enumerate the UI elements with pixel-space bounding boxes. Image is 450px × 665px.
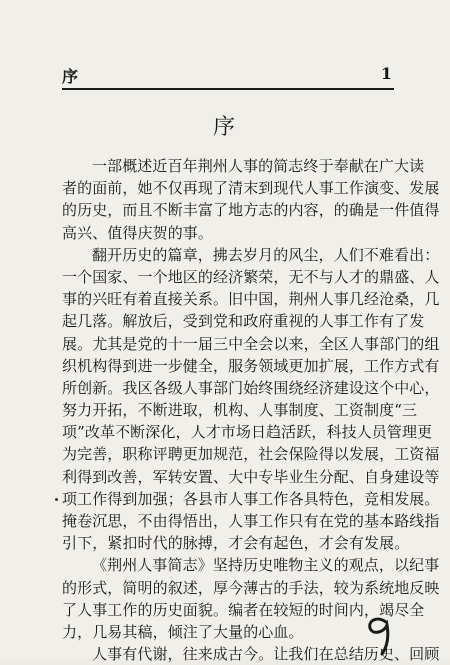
text-line: 掩卷沉思，不由得悟出，人事工作只有在党的基本路线指 <box>62 512 440 530</box>
text-line: 人事有代谢，往来成古今。让我们在总结历史、回顾 <box>92 645 440 664</box>
text-line: 高兴、值得庆贺的事。 <box>62 223 214 242</box>
text-line: 项”改革不断深化，人才市场日趋活跃，科技人员管理更 <box>62 423 433 442</box>
header-rule <box>62 88 394 90</box>
header-section-title: 序 <box>62 67 79 86</box>
running-header <box>62 64 392 84</box>
text-line: 《荆州人事简志》坚持历史唯物主义的观点，以纪事 <box>92 556 440 575</box>
text-line: 一部概述近百年荆州人事的简志终于奉献在广大读 <box>92 157 425 175</box>
text-line: 为完善，职称评聘更加规范，社会保险得以发展，工资福 <box>62 445 440 464</box>
handwritten-mark-icon <box>360 612 398 656</box>
text-line: 所创新。我区各级人事部门始终围绕经济建设这个中心， <box>62 378 440 397</box>
text-line: 努力开拓，不断进取，机构、人事制度、工资制度“三 <box>62 401 418 420</box>
text-line: 的历史，而且不断丰富了地方志的内容，的确是一件值得 <box>62 201 440 220</box>
page-title: 序 <box>212 115 237 140</box>
text-line: 利得到改善，军转安置、大中专毕业生分配、自身建设等 <box>62 467 440 486</box>
text-line: 起几落。解放后，受到党和政府重视的人事工作有了发 <box>62 312 425 331</box>
preface-body <box>62 155 440 665</box>
text-line: 引下，紧扣时代的脉搏，才会有起色，才会有发展。 <box>62 534 410 553</box>
ink-speck <box>55 498 58 501</box>
text-line: 事的兴旺有着直接关系。旧中国，荆州人事几经沧桑，几 <box>62 290 440 309</box>
page-number: 1 <box>380 64 392 83</box>
text-line: 一个国家、一个地区的经济繁荣，无不与人才的鼎盛、人 <box>62 267 440 286</box>
text-line: 者的面前，她不仅再现了清末到现代人事工作演变、发展 <box>62 179 440 198</box>
text-line: 项工作得到加强；各县市人事工作各具特色，竞相发展。 <box>62 489 440 508</box>
text-line: 翻开历史的篇章，拂去岁月的风尘，人们不难看出： <box>92 245 440 264</box>
text-line: 织机构得到进一步健全，服务领域更加扩展，工作方式有 <box>62 356 440 375</box>
text-line: 的形式，简明的叙述，厚今薄古的手法，较为系统地反映 <box>62 578 440 597</box>
text-line: 力，几易其稿，倾注了大量的心血。 <box>62 622 304 641</box>
text-line: 展。尤其是党的十一届三中全会以来，全区人事部门的组 <box>62 334 440 353</box>
text-line: 了人事工作的历史面貌。编者在较短的时间内，竭尽全 <box>62 600 425 619</box>
